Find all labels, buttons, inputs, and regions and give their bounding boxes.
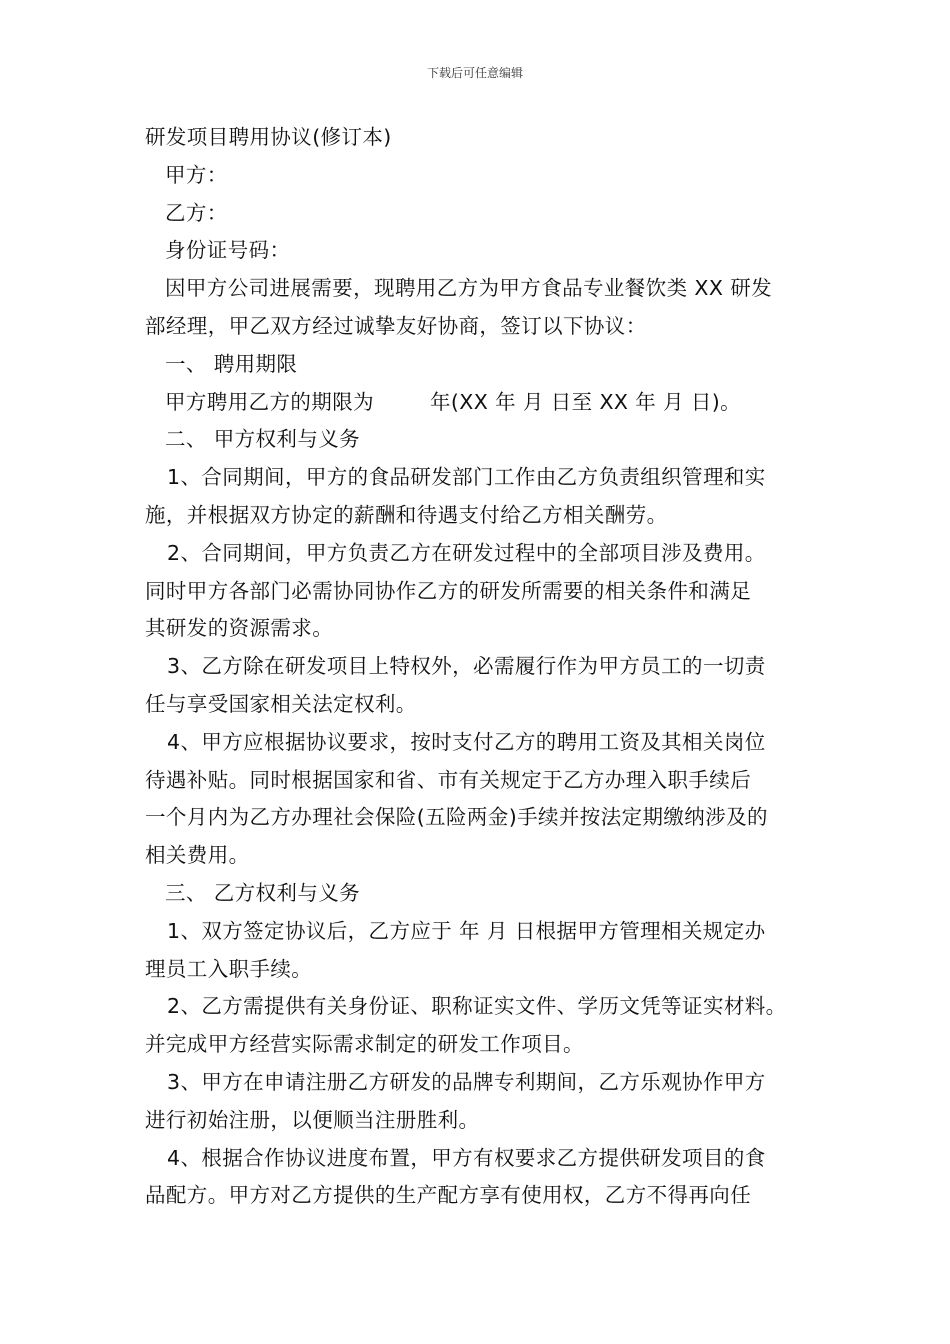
party-a-line: 甲方： xyxy=(165,162,228,187)
section-heading: 三、 乙方权利与义务 xyxy=(165,880,361,905)
paragraph-line: 施，并根据双方协定的薪酬和待遇支付给乙方相关酬劳。 xyxy=(145,502,668,527)
paragraph-line xyxy=(145,384,810,422)
paragraph-line: 一个月内为乙方办理社会保险(五险两金)手续并按法定期缴纳涉及的 xyxy=(145,805,768,830)
paragraph-line: 2、合同期间，甲方负责乙方在研发过程中的全部项目涉及费用。 xyxy=(167,540,766,565)
section-heading: 一、 聘用期限 xyxy=(165,351,298,376)
term-dates: 年(XX 年 月 日至 XX 年 月 日)。 xyxy=(430,389,742,414)
paragraph-line: 待遇补贴。同时根据国家和省、市有关规定于乙方办理入职手续后 xyxy=(145,767,752,792)
term-text: 甲方聘用乙方的期限为 xyxy=(165,389,374,414)
paragraph-line: 并完成甲方经营实际需求制定的研发工作项目。 xyxy=(145,1032,584,1057)
paragraph-line: 因甲方公司进展需要，现聘用乙方为甲方食品专业餐饮类 XX 研发 xyxy=(165,276,773,301)
document-body xyxy=(145,119,810,1215)
paragraph-line: 3、甲方在申请注册乙方研发的品牌专利期间，乙方乐观协作甲方 xyxy=(167,1069,766,1094)
paragraph-line: 相关费用。 xyxy=(145,843,250,868)
paragraph-line: 其研发的资源需求。 xyxy=(145,616,334,641)
paragraph-line: 4、根据合作协议进度布置，甲方有权要求乙方提供研发项目的食 xyxy=(167,1145,766,1170)
paragraph-line: 1、合同期间，甲方的食品研发部门工作由乙方负责组织管理和实 xyxy=(167,465,766,490)
paragraph-line: 进行初始注册，以便顺当注册胜利。 xyxy=(145,1107,480,1132)
document-title: 研发项目聘用协议(修订本) xyxy=(145,125,392,149)
party-b-line: 乙方： xyxy=(165,200,228,225)
paragraph-line: 1、双方签定协议后，乙方应于 年 月 日根据甲方管理相关规定办 xyxy=(167,918,766,943)
paragraph-line: 3、乙方除在研发项目上特权外，必需履行作为甲方员工的一切责 xyxy=(167,654,766,679)
page-header: 下载后可任意编辑 xyxy=(426,66,523,80)
paragraph-line: 任与享受国家相关法定权利。 xyxy=(145,691,417,716)
paragraph-line: 同时甲方各部门必需协同协作乙方的研发所需要的相关条件和满足 xyxy=(145,578,752,603)
paragraph-line: 品配方。甲方对乙方提供的生产配方享有使用权，乙方不得再向任 xyxy=(145,1183,752,1208)
paragraph-line: 4、甲方应根据协议要求，按时支付乙方的聘用工资及其相关岗位 xyxy=(167,729,766,754)
section-heading: 二、 甲方权利与义务 xyxy=(165,427,361,452)
paragraph-line: 理员工入职手续。 xyxy=(145,956,313,981)
id-number-line: 身份证号码： xyxy=(165,238,291,263)
paragraph-line: 部经理，甲乙双方经过诚挚友好协商，签订以下协议： xyxy=(145,313,647,338)
paragraph-line: 2、乙方需提供有关身份证、职称证实文件、学历文凭等证实材料。 xyxy=(167,994,787,1019)
